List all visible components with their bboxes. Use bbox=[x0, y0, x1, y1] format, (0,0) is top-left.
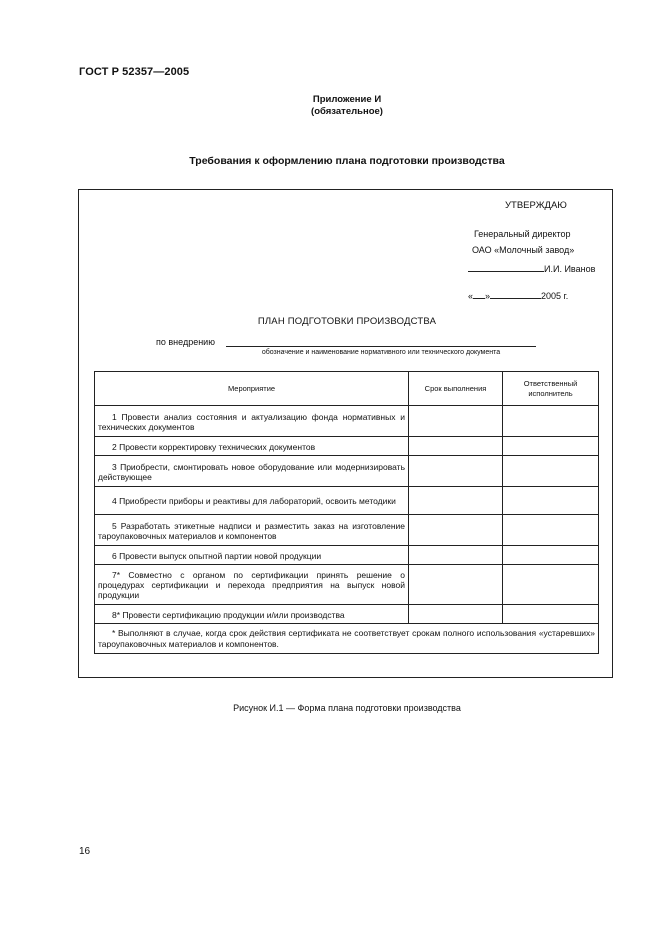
deadline-cell bbox=[409, 605, 503, 624]
approval-signature-line bbox=[468, 262, 595, 274]
responsible-cell bbox=[503, 456, 599, 487]
footnote-row bbox=[95, 624, 599, 654]
approval-signer: И.И. Иванов bbox=[544, 264, 596, 274]
task-cell: 2 Провести корректировку технических документов bbox=[95, 437, 409, 456]
responsible-cell bbox=[503, 406, 599, 437]
task-cell: 3 Приобрести, смонтировать новое оборудование или модернизировать действующее bbox=[95, 456, 409, 487]
plan-title: ПЛАН ПОДГОТОВКИ ПРОИЗВОДСТВА bbox=[257, 316, 437, 327]
document-standard-header: ГОСТ Р 52357—2005 bbox=[79, 66, 190, 78]
date-open-quote: « bbox=[468, 291, 474, 301]
page-number: 16 bbox=[79, 846, 91, 857]
appendix-status: (обязательное) bbox=[311, 106, 383, 117]
table-row bbox=[95, 515, 599, 546]
responsible-cell bbox=[503, 546, 599, 565]
table-row bbox=[95, 605, 599, 624]
responsible-cell bbox=[503, 605, 599, 624]
table-row bbox=[95, 487, 599, 515]
implementation-label: по внедрению bbox=[156, 337, 215, 347]
column-header-responsible: Ответственный исполнитель bbox=[503, 372, 599, 406]
appendix-heading bbox=[0, 94, 661, 118]
figure-caption: Рисунок И.1 — Форма плана подготовки производства bbox=[233, 703, 461, 713]
day-blank bbox=[473, 289, 485, 299]
implementation-blank-line bbox=[226, 346, 536, 347]
column-header-deadline: Срок выполнения bbox=[409, 372, 503, 406]
deadline-cell bbox=[409, 487, 503, 515]
deadline-cell bbox=[409, 546, 503, 565]
approval-year: 2005 г. bbox=[541, 291, 569, 301]
signature-blank bbox=[468, 262, 544, 272]
deadline-cell bbox=[409, 437, 503, 456]
task-cell: 5 Разработать этикетные надписи и разместить заказ на изготовление тароупаковочных материалов и компонентов bbox=[95, 515, 409, 546]
month-blank bbox=[490, 289, 541, 299]
date-close-quote: » bbox=[485, 291, 491, 301]
footnote-cell: * Выполняют в случае, когда срок действия сертификата не соответствует срокам полного использования «устаревших» тароупаковочных материалов и компонентов. bbox=[95, 624, 599, 654]
approval-position: Генеральный директор bbox=[474, 229, 571, 239]
implementation-caption: обозначение и наименование нормативного или технического документа bbox=[261, 349, 501, 356]
task-cell: 1 Провести анализ состояния и актуализацию фонда нормативных и технических документов bbox=[95, 406, 409, 437]
table-row bbox=[95, 565, 599, 605]
table-row bbox=[95, 546, 599, 565]
responsible-cell bbox=[503, 487, 599, 515]
plan-table bbox=[94, 371, 599, 654]
approval-organization: ОАО «Молочный завод» bbox=[472, 245, 575, 255]
deadline-cell bbox=[409, 565, 503, 605]
table-row bbox=[95, 406, 599, 437]
column-header-activity: Мероприятие bbox=[95, 372, 409, 406]
deadline-cell bbox=[409, 406, 503, 437]
deadline-cell bbox=[409, 456, 503, 487]
task-cell: 8* Провести сертификацию продукции и/или производства bbox=[95, 605, 409, 624]
section-title: Требования к оформлению плана подготовки производства bbox=[189, 155, 505, 167]
task-cell: 7* Совместно с органом по сертификации принять решение о процедурах сертификации и перехода предприятия на выпуск новой продукции bbox=[95, 565, 409, 605]
table-row bbox=[95, 456, 599, 487]
approval-date-line bbox=[468, 289, 568, 301]
table-row bbox=[95, 437, 599, 456]
table-header-row bbox=[95, 372, 599, 406]
task-cell: 6 Провести выпуск опытной партии новой продукции bbox=[95, 546, 409, 565]
responsible-cell bbox=[503, 565, 599, 605]
responsible-cell bbox=[503, 437, 599, 456]
approval-label: УТВЕРЖДАЮ bbox=[505, 200, 567, 211]
responsible-cell bbox=[503, 515, 599, 546]
appendix-title: Приложение И bbox=[312, 94, 382, 105]
task-cell: 4 Приобрести приборы и реактивы для лабораторий, освоить методики bbox=[95, 487, 409, 515]
deadline-cell bbox=[409, 515, 503, 546]
